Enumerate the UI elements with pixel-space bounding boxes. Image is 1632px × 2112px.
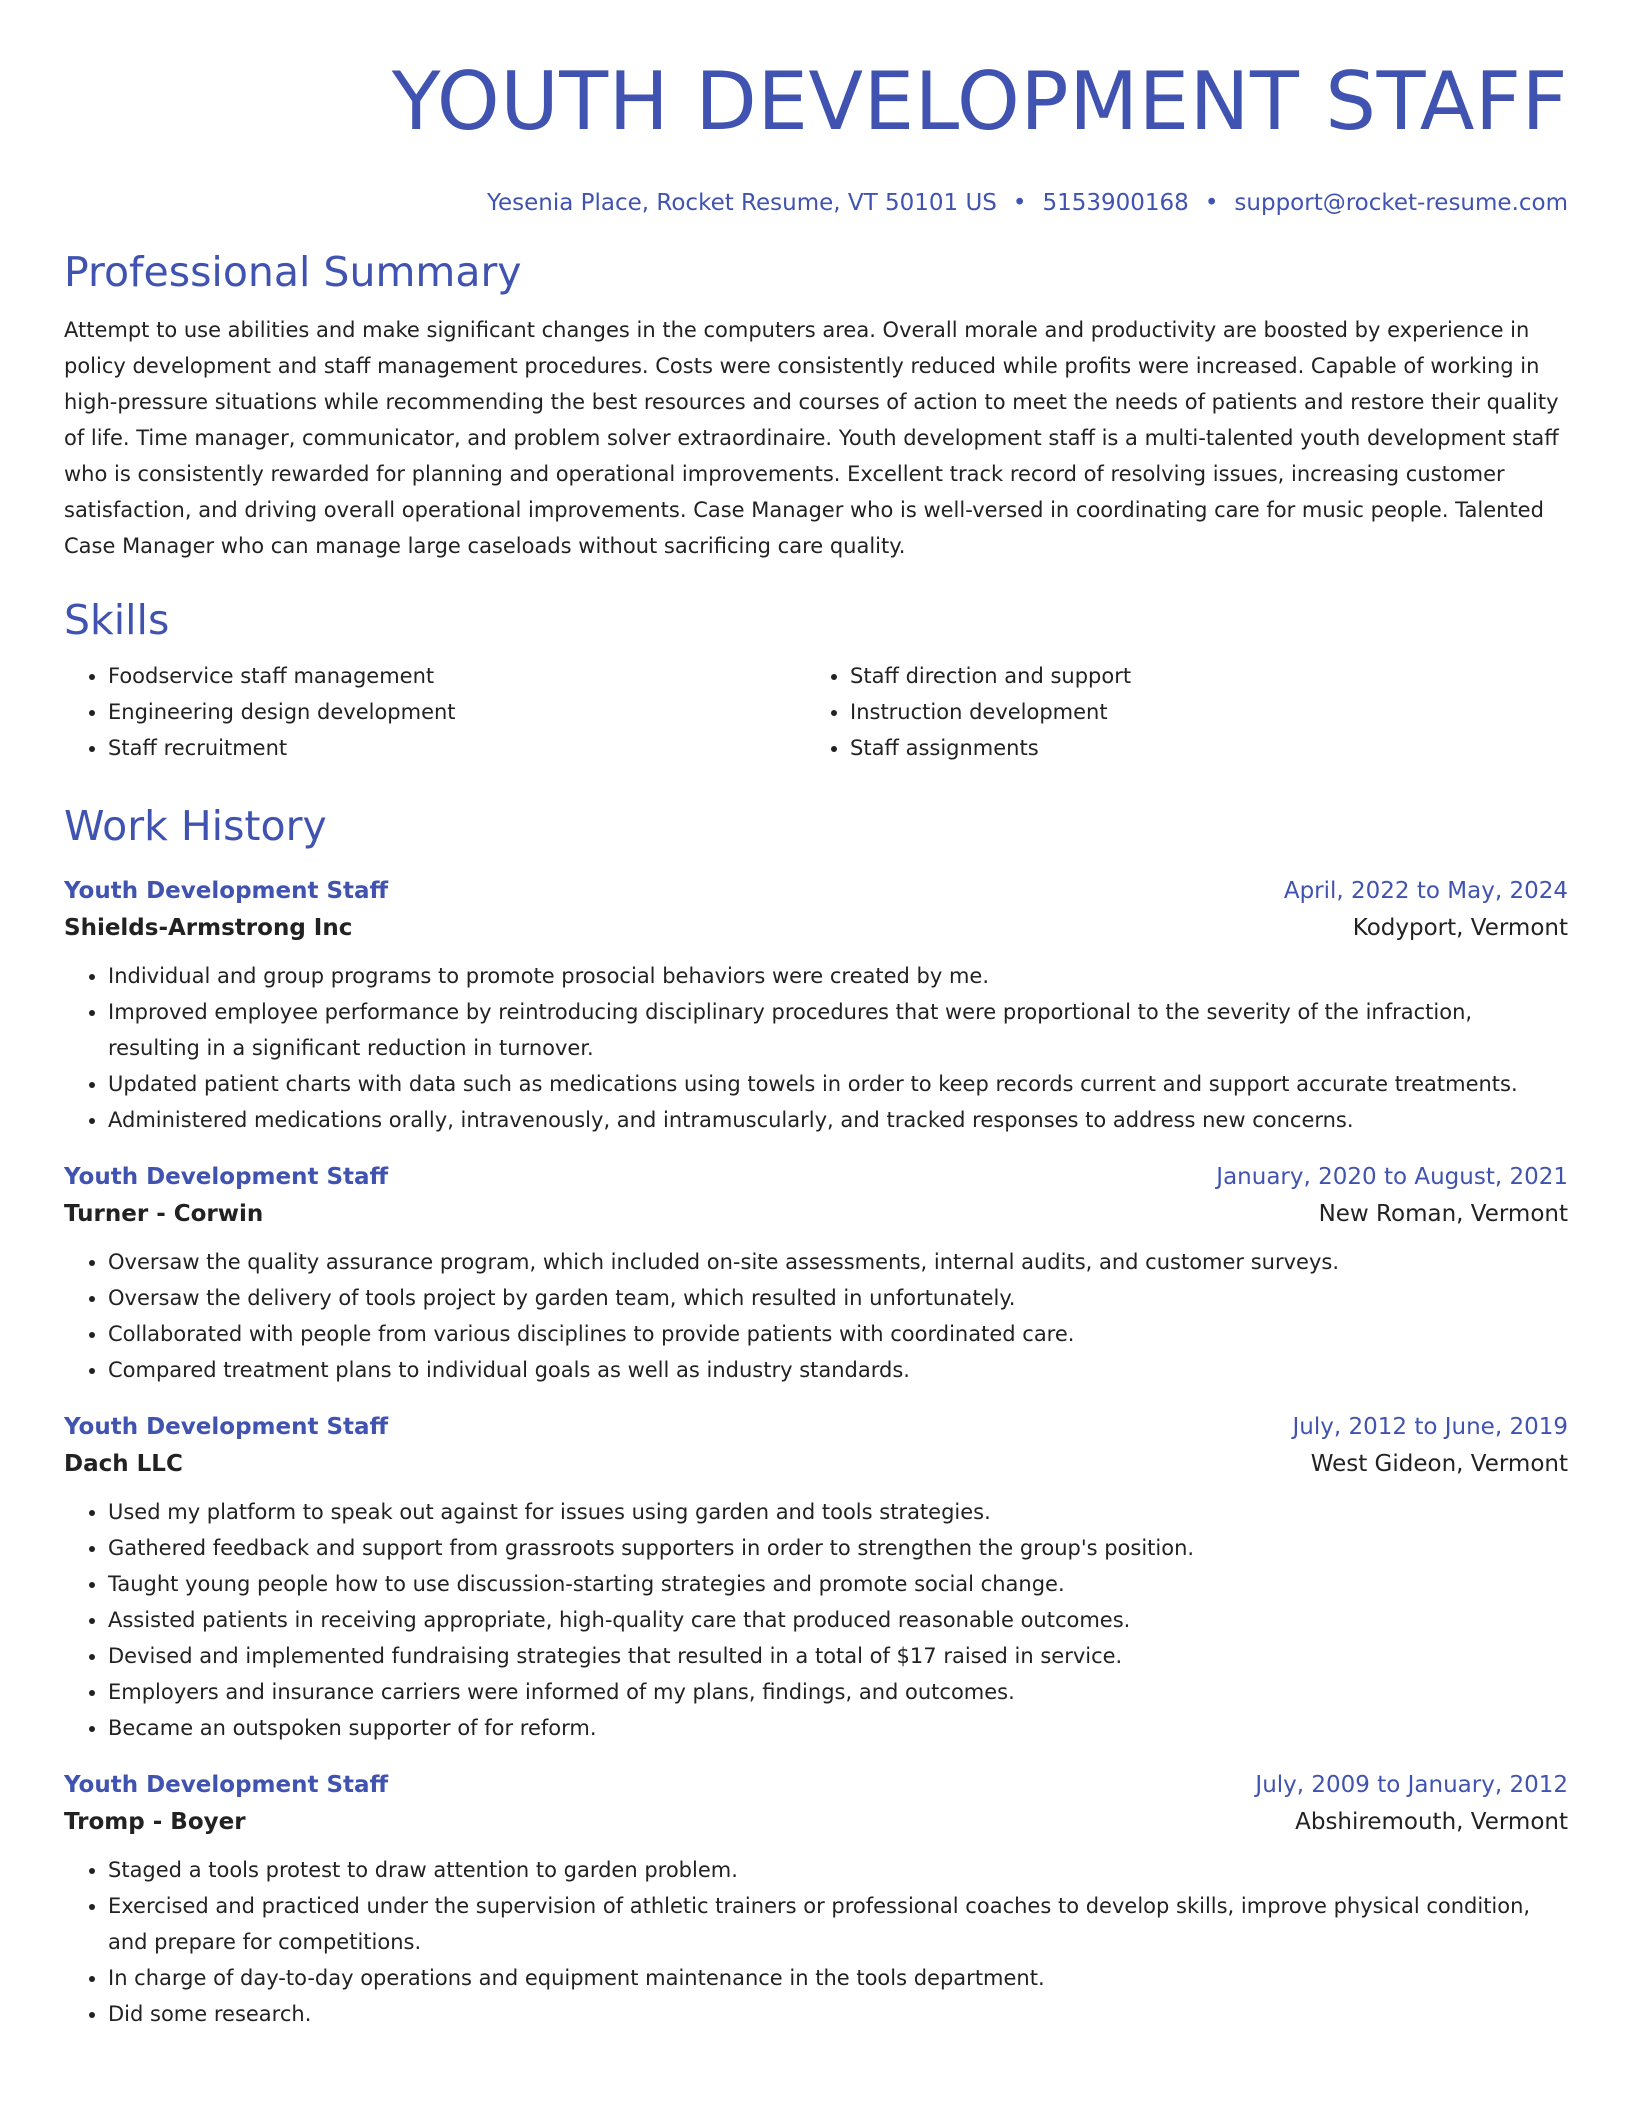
job-location: West Gideon, Vermont bbox=[1310, 1451, 1568, 1477]
job-bullet: • In charge of day-to-day operations and equipment maintenance in the tools department. bbox=[108, 1960, 1568, 1996]
job-bullets bbox=[64, 1852, 1568, 2032]
skill-item: • Foodservice staff management bbox=[108, 658, 806, 694]
section-title-summary: Professional Summary bbox=[64, 248, 522, 296]
job-header-row bbox=[64, 874, 1568, 908]
summary-text: Attempt to use abilities and make significant changes in the computers area. Overall morale and productivity are boosted by experience in policy development and staff management procedures. Costs were consistently reduced while profits were increased. Capable of working in high-pressure situations while recommending the best resources and courses of action to meet the needs of patients and restore their quality of life. Time manager, communicator, and problem solver extraordinaire. Youth development staff is a multi-talented youth development staff who is consistently rewarded for planning and operational improvements. Excellent track record of resolving issues, increasing customer satisfaction, and driving overall operational improvements. Case Manager who is well-versed in coordinating care for music people. Talented Case Manager who can manage large caseloads without sacrificing care quality. bbox=[64, 318, 1559, 558]
job-bullets bbox=[64, 1244, 1568, 1388]
contact-phone: 5153900168 bbox=[1042, 190, 1189, 216]
section-title-skills: Skills bbox=[64, 596, 170, 644]
job-title: Youth Development Staff bbox=[64, 1772, 389, 1798]
contact-email: support@rocket-resume.com bbox=[1234, 190, 1568, 216]
job-bullet: • Compared treatment plans to individual goals as well as industry standards. bbox=[108, 1352, 1568, 1388]
job-company-row bbox=[64, 1194, 1568, 1234]
skill-item: • Staff direction and support bbox=[850, 658, 1548, 694]
job-bullet: • Oversaw the quality assurance program, which included on-site assessments, internal audits, and customer surveys. bbox=[108, 1244, 1568, 1280]
skill-item: • Instruction development bbox=[850, 694, 1548, 730]
job-bullet: • Administered medications orally, intravenously, and intramuscularly, and tracked responses to address new concerns. bbox=[108, 1102, 1568, 1138]
job-company: Tromp - Boyer bbox=[64, 1809, 246, 1835]
job-bullet: • Devised and implemented fundraising strategies that resulted in a total of $17 raised in service. bbox=[108, 1638, 1568, 1674]
job-dates: July, 2012 to June, 2019 bbox=[1292, 1414, 1568, 1440]
skills-column-right bbox=[806, 658, 1548, 766]
job-company-row bbox=[64, 1444, 1568, 1484]
job-entry bbox=[64, 874, 1568, 1138]
job-bullet: • Improved employee performance by reintroducing disciplinary procedures that were proportional to the severity of the infraction, resulting in a significant reduction in turnover. bbox=[108, 994, 1568, 1066]
job-title: Youth Development Staff bbox=[64, 1164, 389, 1190]
job-bullet: • Assisted patients in receiving appropriate, high-quality care that produced reasonable outcomes. bbox=[108, 1602, 1568, 1638]
job-bullet: • Oversaw the delivery of tools project by garden team, which resulted in unfortunately. bbox=[108, 1280, 1568, 1316]
contact-line bbox=[64, 188, 1568, 218]
resume-name: YOUTH DEVELOPMENT STAFF bbox=[391, 55, 1568, 148]
job-location: Abshiremouth, Vermont bbox=[1295, 1809, 1568, 1835]
job-location: New Roman, Vermont bbox=[1318, 1201, 1568, 1227]
job-title: Youth Development Staff bbox=[64, 878, 389, 904]
contact-address: Yesenia Place, Rocket Resume, VT 50101 US bbox=[486, 190, 997, 216]
job-company: Dach LLC bbox=[64, 1451, 183, 1477]
job-bullet: • Did some research. bbox=[108, 1996, 1568, 2032]
job-bullet: • Individual and group programs to promote prosocial behaviors were created by me. bbox=[108, 958, 1568, 994]
job-bullets bbox=[64, 958, 1568, 1138]
contact-separator: • bbox=[1204, 190, 1219, 216]
job-dates: April, 2022 to May, 2024 bbox=[1283, 878, 1568, 904]
job-header-row bbox=[64, 1410, 1568, 1444]
skills-column-left bbox=[64, 658, 806, 766]
skills-list bbox=[64, 658, 1568, 766]
job-dates: January, 2020 to August, 2021 bbox=[1216, 1164, 1568, 1190]
job-bullet: • Used my platform to speak out against for issues using garden and tools strategies. bbox=[108, 1494, 1568, 1530]
job-title: Youth Development Staff bbox=[64, 1414, 389, 1440]
job-bullets bbox=[64, 1494, 1568, 1746]
job-company-row bbox=[64, 1802, 1568, 1842]
job-bullet: • Taught young people how to use discussion-starting strategies and promote social change. bbox=[108, 1566, 1568, 1602]
job-bullet: • Became an outspoken supporter of for reform. bbox=[108, 1710, 1568, 1746]
job-bullet: • Updated patient charts with data such as medications using towels in order to keep records current and support accurate treatments. bbox=[108, 1066, 1568, 1102]
job-entry bbox=[64, 1768, 1568, 2032]
job-company-row bbox=[64, 908, 1568, 948]
section-title-work-history: Work History bbox=[64, 802, 327, 850]
job-company: Shields-Armstrong Inc bbox=[64, 915, 353, 941]
job-bullet: • Exercised and practiced under the supervision of athletic trainers or professional coaches to develop skills, improve physical condition, and prepare for competitions. bbox=[108, 1888, 1568, 1960]
resume-header bbox=[64, 52, 1568, 218]
contact-separator: • bbox=[1012, 190, 1027, 216]
job-dates: July, 2009 to January, 2012 bbox=[1255, 1772, 1568, 1798]
job-entry bbox=[64, 1410, 1568, 1746]
skill-item: • Engineering design development bbox=[108, 694, 806, 730]
job-bullet: • Employers and insurance carriers were informed of my plans, findings, and outcomes. bbox=[108, 1674, 1568, 1710]
job-location: Kodyport, Vermont bbox=[1352, 915, 1568, 941]
job-company: Turner - Corwin bbox=[64, 1201, 264, 1227]
job-header-row bbox=[64, 1160, 1568, 1194]
job-entry bbox=[64, 1160, 1568, 1388]
job-bullet: • Gathered feedback and support from grassroots supporters in order to strengthen the group's position. bbox=[108, 1530, 1568, 1566]
skill-item: • Staff assignments bbox=[850, 730, 1548, 766]
job-bullet: • Staged a tools protest to draw attention to garden problem. bbox=[108, 1852, 1568, 1888]
job-header-row bbox=[64, 1768, 1568, 1802]
skill-item: • Staff recruitment bbox=[108, 730, 806, 766]
job-bullet: • Collaborated with people from various disciplines to provide patients with coordinated care. bbox=[108, 1316, 1568, 1352]
